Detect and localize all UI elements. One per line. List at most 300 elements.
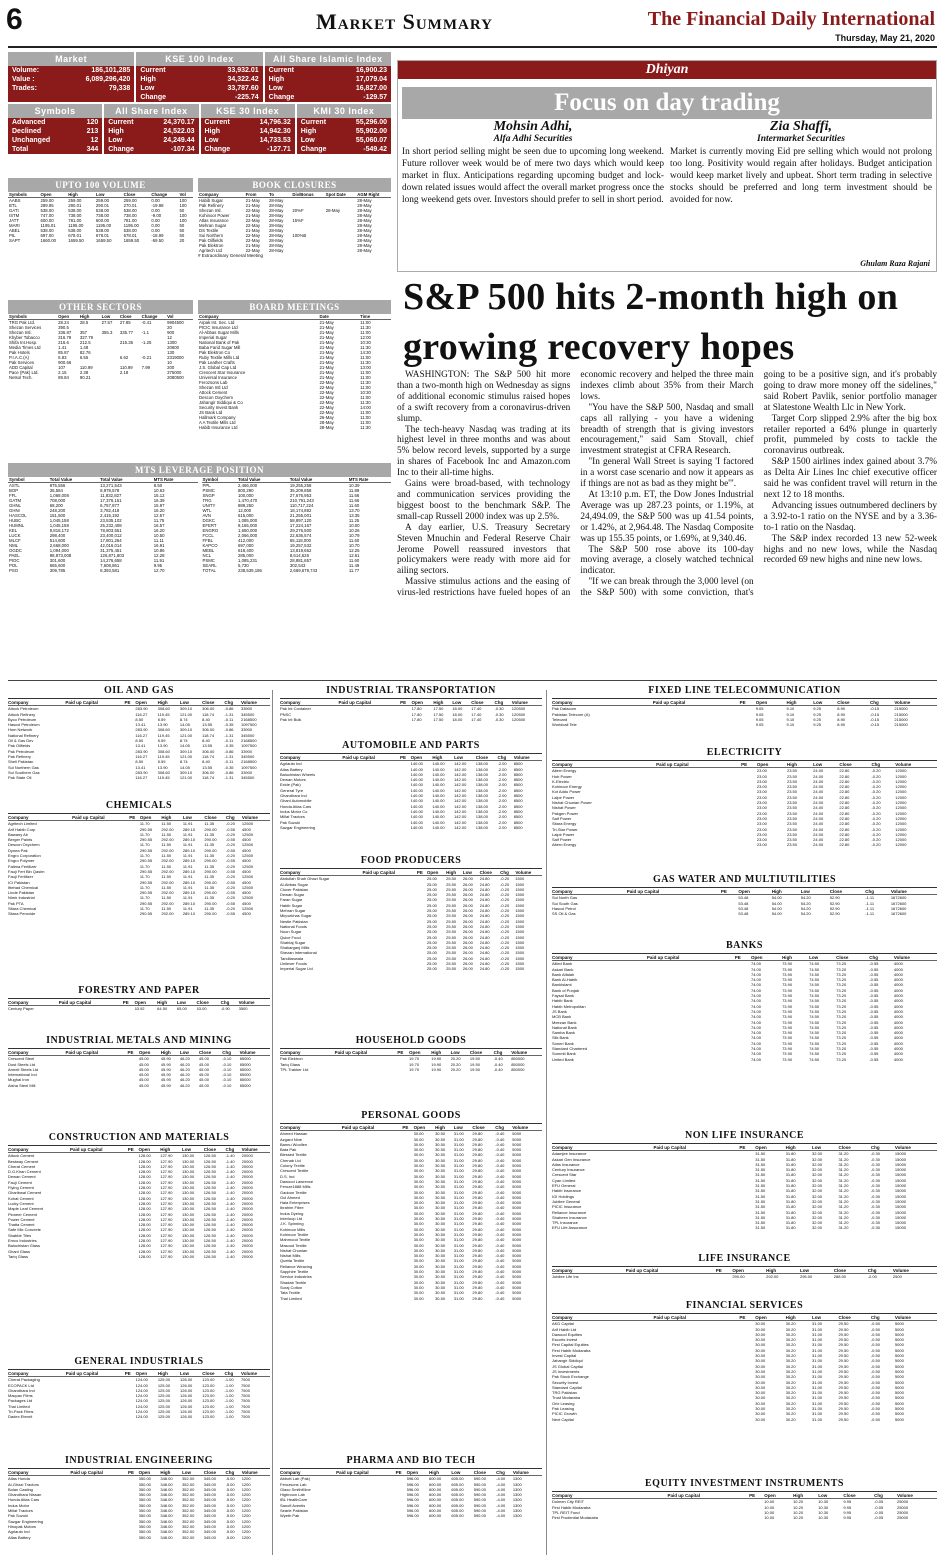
table-cell: PICIC Insurance Ltd	[199, 325, 238, 330]
table-cell	[654, 1225, 740, 1230]
table-cell: 10.00	[764, 1509, 775, 1515]
sector-title: HOUSEHOLD GOODS	[280, 1035, 542, 1049]
company-name: Dewan Motors	[280, 777, 306, 783]
table-cell: 5,730	[238, 563, 249, 568]
table-cell: 30.20	[785, 1326, 796, 1332]
table-cell: 31.20	[838, 1209, 849, 1215]
table-cell: 5000	[894, 1337, 904, 1343]
column-header: Open	[755, 1145, 785, 1151]
table-cell: 31.00	[812, 1347, 823, 1353]
table-cell: -0.40	[495, 1247, 505, 1253]
table-cell: 11:00	[360, 355, 371, 360]
table-cell: -0.20	[500, 908, 510, 914]
table-cell: 4000	[893, 1014, 903, 1020]
table-cell: -0.20	[225, 884, 236, 890]
table-cell: 52.90	[829, 911, 840, 917]
box-label: Unchanged	[12, 137, 51, 144]
table-cell: -0.20	[225, 842, 236, 848]
column-header: Paid up Capital	[336, 1470, 395, 1476]
table-cell: 30.00	[413, 1205, 424, 1211]
table-cell: 355.3	[101, 330, 113, 335]
box-line	[8, 145, 102, 154]
table-cell: 140.00	[410, 803, 423, 809]
table-cell: 292.00	[161, 890, 174, 896]
table-cell: 30.20	[785, 1400, 796, 1406]
table-cell: 289.10	[182, 890, 196, 896]
table-cell: -0.20	[500, 918, 510, 924]
table-cell: 32.00	[812, 1183, 823, 1189]
table-cell: 5000	[512, 1157, 522, 1163]
table-cell: Descon Oxychem	[199, 395, 233, 400]
table-cell: 25.00	[426, 961, 437, 967]
table-cell: 140.00	[432, 777, 445, 783]
column-header: Close	[199, 1050, 222, 1056]
table-cell	[400, 825, 411, 830]
box-line	[136, 75, 262, 84]
table-cell: 352.00	[182, 1518, 195, 1524]
table-cell: 9.25	[813, 722, 821, 728]
table-cell: 1500	[515, 908, 525, 914]
table-cell: 45.00	[138, 1082, 149, 1088]
table-cell: 126.50	[203, 1232, 216, 1238]
table-cell: 20000	[241, 1163, 253, 1169]
table-cell: 31.00	[812, 1400, 823, 1406]
table-cell: 138.00	[475, 808, 488, 814]
company-name: Tandlianwala	[280, 955, 304, 961]
table-cell: 22.80	[839, 789, 850, 795]
table-cell: 32.00	[812, 1161, 823, 1167]
table-cell: 31.00	[453, 1147, 464, 1153]
table-cell: 22.80	[839, 831, 850, 837]
table-cell: 29.80	[472, 1136, 483, 1142]
table-cell: 29.80	[472, 1231, 483, 1237]
company-name: Altern Energy	[552, 842, 577, 848]
table-cell: 128.00	[138, 1169, 151, 1175]
mts-right-table	[202, 477, 392, 573]
table-cell: 1,094,000	[49, 548, 69, 553]
table-cell: 140.00	[410, 766, 423, 772]
table-cell: -0.20	[500, 934, 510, 940]
table-cell: 126.50	[203, 1227, 216, 1233]
column-header: Vol	[178, 192, 193, 198]
dhiyan-byline: Ghulam Raza Rajani	[860, 259, 930, 268]
table-cell: 30.00	[413, 1290, 424, 1296]
table-cell: 31.00	[453, 1163, 464, 1169]
sector-industrial-transportation	[280, 685, 542, 722]
company-name: Suraj Cotton	[280, 1284, 303, 1290]
table-cell: -4.00	[496, 1492, 506, 1498]
company-name: Kohinoor Textile	[280, 1231, 309, 1237]
table-cell: -1.40	[225, 1163, 235, 1169]
table-cell: 25000	[896, 1515, 909, 1521]
table-cell: 23.50	[786, 800, 797, 806]
table-cell: 4000	[893, 961, 903, 967]
table-cell: 1200	[241, 1502, 251, 1508]
column-header: Symbol	[8, 477, 49, 483]
table-cell: 140.00	[410, 761, 423, 767]
table-cell: 25.50	[446, 945, 457, 951]
story-paragraph: Target Corp slipped 2.9% after the big box retailer reported a 64% plunge in quarterly profit, pummeled by costs to tackle the coronavirus outbreak.	[763, 413, 937, 457]
table-cell: 10.50	[153, 533, 165, 538]
table-cell: 5000	[894, 1331, 904, 1337]
table-cell: 18.00	[452, 706, 463, 712]
table-cell: 678.01	[123, 233, 137, 238]
table-cell: 24.80	[479, 923, 490, 929]
company-name: Amreli Steels Ltd	[8, 1066, 39, 1072]
table-cell: -0.20	[225, 906, 236, 912]
table-cell: 11:00	[360, 420, 371, 425]
column-header: From	[245, 192, 268, 198]
table-cell: 31.80	[785, 1188, 796, 1194]
table-cell: 16.39	[153, 498, 165, 503]
table-cell: 21-May	[319, 350, 334, 355]
table-cell: 16.91	[153, 543, 165, 548]
company-name: Nishat Chunian Power	[552, 800, 592, 806]
table-cell: 15000	[894, 1161, 907, 1167]
table-cell: 25.00	[426, 892, 437, 898]
table-cell: 290.55	[139, 879, 153, 885]
table-cell: 350.00	[138, 1476, 151, 1482]
company-name: Atlas Insurance	[552, 1161, 580, 1167]
table-cell	[59, 1006, 123, 1012]
table-cell: 25000	[896, 1504, 909, 1510]
table-cell: 1500	[515, 897, 525, 903]
column-header: High	[161, 1050, 180, 1056]
column-header: Paid up Capital	[656, 762, 741, 768]
table-cell: -0.55	[225, 879, 236, 885]
table-cell: 25.50	[446, 939, 457, 945]
table-cell: 289.10	[182, 858, 196, 864]
table-cell: -4.00	[496, 1502, 506, 1508]
table-cell: Habib Sugar	[199, 198, 223, 203]
company-name: Jahangir Siddiqui	[552, 1358, 583, 1364]
table-cell: 11.70	[139, 906, 150, 912]
table-cell: 10.86	[153, 548, 165, 553]
table-cell: 11.75	[153, 518, 165, 523]
table-cell: -0.20	[500, 913, 510, 919]
table-cell: -1.11	[865, 905, 875, 911]
company-name: Thatta Cement	[8, 1222, 35, 1228]
table-cell: 120500	[511, 711, 526, 717]
table-cell: 28-May	[357, 223, 372, 228]
column-header: Close	[202, 1371, 224, 1377]
column-header: Paid up Capital	[342, 755, 400, 761]
table-cell: 15%F	[292, 218, 304, 223]
sector-title: EQUITY INVESTMENT INSTRUMENTS	[552, 1478, 937, 1492]
table-cell: -0.20	[871, 821, 881, 827]
table-cell: 28-May	[357, 203, 372, 208]
table-cell: 26.00	[462, 876, 473, 882]
table-cell: 33900	[240, 748, 253, 754]
table-cell: -0.40	[495, 1279, 505, 1285]
box-value: 55,060.07	[355, 137, 387, 144]
table-cell: 781.00	[123, 218, 137, 223]
company-name: Bank Alfalah	[552, 971, 575, 977]
table-cell: -0.20	[871, 773, 881, 779]
table-cell: 74.50	[809, 998, 820, 1004]
table-cell: 127.90	[160, 1174, 173, 1180]
table-cell: 130.00	[181, 1227, 195, 1233]
table-cell: 22-May	[319, 410, 334, 415]
section-title: Market Summary	[316, 9, 493, 34]
table-cell: -0.30	[870, 1193, 880, 1199]
table-cell	[396, 1513, 407, 1518]
table-cell: 1659.50	[123, 238, 140, 243]
table-cell: 45.00	[138, 1072, 149, 1078]
table-cell: 13.90	[157, 764, 168, 770]
table-cell: -0.50	[870, 1390, 880, 1396]
table-cell: 33900	[240, 706, 253, 712]
column-header: High	[786, 700, 813, 706]
table-cell: FCCL	[202, 533, 214, 538]
table-cell: -0.55	[225, 826, 236, 832]
table-cell: 126.00	[180, 1403, 193, 1409]
table-cell: 27.85	[119, 320, 131, 325]
table-cell: 23.50	[786, 815, 797, 821]
table-cell: 9.05	[755, 706, 764, 712]
table-cell: 30.20	[785, 1384, 796, 1390]
table-cell: -0.55	[869, 998, 879, 1004]
company-name: Adamjee Insurance	[552, 1151, 587, 1157]
table-cell: 350.00	[138, 1523, 151, 1529]
table-cell: 13.90	[157, 722, 168, 728]
table-cell: 24.00	[813, 778, 824, 784]
table-cell: -0.40	[495, 1178, 505, 1184]
table-cell: 10:30	[360, 390, 371, 395]
company-name: Sazgar Engineering	[280, 824, 316, 830]
table-cell: 4000	[893, 977, 903, 983]
table-cell: 212.5	[79, 340, 91, 345]
column-header: Paid up Capital	[654, 1145, 740, 1151]
table-cell: 126.00	[180, 1377, 193, 1383]
table-cell: 50	[179, 233, 185, 238]
table-cell: 125.00	[157, 1382, 171, 1388]
table-cell: ISTM	[9, 213, 20, 218]
table-cell: 74.00	[750, 982, 761, 988]
table-cell: 5000	[894, 1326, 904, 1332]
column-header: Chg	[498, 755, 514, 761]
table-cell: 11.70	[139, 821, 150, 827]
table-cell: 19.90	[431, 1066, 442, 1072]
table-cell: 25.00	[426, 939, 437, 945]
table-cell: -1.40	[225, 1232, 235, 1238]
table-cell: 126.50	[203, 1206, 216, 1212]
table-cell: -0.40	[495, 1210, 505, 1216]
company-name: Next Capital	[552, 1416, 574, 1422]
table-cell: 7.99	[141, 365, 150, 370]
table-cell: 24.00	[813, 768, 824, 774]
table-cell: 11.66	[348, 498, 360, 503]
table-cell: 74.50	[809, 1024, 820, 1030]
table-cell: 110.99	[119, 365, 133, 370]
table-cell: 11,832,827	[100, 493, 122, 498]
table-cell: 31.00	[453, 1290, 464, 1296]
table-cell: -0.40	[495, 1189, 505, 1195]
table-cell: 74.50	[809, 961, 820, 967]
table-cell: 31.50	[755, 1188, 766, 1194]
table-cell: 306.00	[202, 769, 215, 775]
table-cell: 8500	[513, 782, 523, 788]
table-cell: 25.50	[446, 950, 457, 956]
table-cell: 290.55	[139, 900, 153, 906]
upto100-panel	[8, 178, 193, 243]
table-row	[552, 1057, 937, 1062]
table-cell: 31.00	[453, 1194, 464, 1200]
table-cell: -0.40	[495, 1242, 505, 1248]
table-cell: 747.00	[40, 213, 54, 218]
company-name: D.G.Khan Cement	[8, 1169, 41, 1175]
table-cell: 126.00	[180, 1382, 193, 1388]
sector-construction-and-materials	[8, 1132, 270, 1259]
table-cell: 24.00	[813, 784, 824, 790]
column-header: PE	[128, 1470, 139, 1476]
table-cell: 12500	[241, 853, 254, 859]
table-cell: 12000	[895, 831, 907, 837]
upto100-table	[8, 192, 193, 243]
box-value: 33,787.60	[227, 85, 259, 92]
table-cell: -0.41	[141, 320, 152, 325]
column-header: High	[67, 192, 95, 198]
table-cell: 142.00	[454, 798, 467, 804]
company-name: Nishat Chunian	[280, 1247, 308, 1253]
table-cell	[716, 1274, 733, 1280]
table-cell: 73.20	[836, 977, 847, 983]
table-cell: 31.50	[755, 1172, 766, 1178]
story-paragraph: A day earlier, U.S. Treasury Secretary Steven Mnuchin and Federal Reserve Chair Jerome Powell reassured investors that policymakers were ready with more aid for ailing sectors.	[397, 522, 571, 577]
column-header: Low	[183, 815, 205, 821]
box-value: 55,902.00	[355, 128, 387, 135]
table-cell: 28.24	[58, 320, 69, 325]
table-cell: 327.79	[79, 335, 93, 340]
table-cell: 25.00	[426, 934, 437, 940]
table-cell: 605.00	[451, 1492, 464, 1498]
table-cell: PIL	[9, 233, 16, 238]
table-cell: 52.90	[829, 895, 840, 901]
column-header: High	[433, 700, 452, 706]
column-header: Low	[101, 314, 119, 320]
table-cell: 90.21	[79, 375, 91, 380]
company-name: Invest Capital	[552, 1353, 577, 1359]
table-cell: 25000	[896, 1509, 909, 1515]
table-cell: Imperial Sugar	[199, 335, 227, 340]
table-cell: -0.50	[870, 1374, 880, 1380]
table-cell: 73.90	[782, 987, 793, 993]
table-cell: 15000	[894, 1183, 907, 1189]
table-cell: Mehran Sugar	[199, 223, 227, 228]
table-cell: 9.25	[813, 711, 821, 717]
table-cell: 345.00	[203, 1486, 216, 1492]
table-cell: 31.20	[838, 1198, 849, 1204]
table-cell: 25.00	[426, 955, 437, 961]
table-cell: 130.00	[181, 1174, 195, 1180]
table-row	[280, 966, 542, 971]
table-row	[8, 775, 270, 780]
company-name: TPL Trakker Ltd	[280, 1066, 309, 1072]
table-cell: -0.55	[869, 1030, 879, 1036]
table-cell: 31.20	[838, 1183, 849, 1189]
table-cell: 1300	[512, 1486, 522, 1492]
table-cell: 12000	[895, 837, 907, 843]
table-cell: PSMC	[202, 488, 215, 493]
table-cell: 28-May	[269, 218, 284, 223]
table-cell: 30.00	[755, 1406, 766, 1412]
column-header: Volume	[897, 1493, 937, 1499]
table-cell: 119.45	[157, 753, 170, 759]
column-header: Open	[755, 1315, 785, 1321]
table-cell: 600.00	[428, 1486, 442, 1492]
table-cell	[119, 375, 141, 380]
table-cell: 345.00	[203, 1508, 216, 1514]
company-name: Shaheen Insurance	[552, 1214, 587, 1220]
table-cell: 30.00	[413, 1247, 424, 1253]
table-cell: 289.10	[182, 847, 196, 853]
table-cell: 46.20	[179, 1056, 190, 1062]
table-cell: -0.55	[225, 847, 236, 853]
box-value: 186,101,285	[91, 67, 131, 74]
table-cell: -0.30	[870, 1198, 880, 1204]
company-name: Kot Addu Power	[552, 789, 581, 795]
table-cell: 24.00	[813, 831, 824, 837]
column-header: Volume	[895, 1145, 937, 1151]
table-row	[552, 722, 937, 727]
column-header: Open	[751, 955, 782, 961]
box-value: 344	[86, 146, 99, 153]
column-header: Low	[451, 1050, 470, 1056]
column-header: High	[160, 1470, 182, 1476]
table-cell: 352.00	[182, 1476, 195, 1482]
table-cell: -0.55	[225, 837, 236, 843]
table-cell: 74.50	[809, 971, 820, 977]
table-cell: 2,066,000	[238, 533, 258, 538]
table-cell: 4500	[241, 868, 251, 874]
table-cell: 596.00	[406, 1481, 419, 1487]
table-cell: -0.55	[869, 1051, 879, 1057]
column-header: Company	[8, 815, 72, 821]
box-value: 17,079.04	[355, 76, 387, 83]
table-cell	[127, 1083, 138, 1088]
table-cell: 23,400,012	[100, 533, 122, 538]
table-cell: 31.20	[838, 1167, 849, 1173]
story-paragraph: "In general Wall Street is saying 'I factored in a worst case scenario and now it appears as if things are not as bad as they might be'".	[580, 457, 754, 490]
table-cell: 22.80	[839, 815, 850, 821]
table-cell: 309.10	[179, 748, 193, 754]
table-cell: -1.11	[865, 900, 875, 906]
table-cell: -0.55	[869, 1035, 879, 1041]
table-cell: 73.20	[836, 998, 847, 1004]
company-name: Fauji Fert Bin Qasim	[8, 868, 45, 874]
table-cell: 11.49	[348, 563, 360, 568]
table-cell: 30.00	[755, 1416, 766, 1422]
company-name: Maple Leaf Cement	[8, 1206, 43, 1212]
table-cell: 29.80	[472, 1247, 483, 1253]
table-cell: 11:00	[360, 375, 371, 380]
table-cell: 23.50	[786, 805, 797, 811]
table-cell: 140.00	[432, 814, 445, 820]
table-cell: 13.55	[202, 743, 213, 749]
table-cell: 345500	[240, 775, 255, 781]
company-name: Pak Petroleum	[8, 748, 35, 754]
table-cell: 31.00	[453, 1269, 464, 1275]
box-value: -107.34	[170, 146, 195, 153]
table-cell: 13.90	[157, 743, 168, 749]
column-header: Open	[427, 870, 446, 876]
table-cell: 32.00	[812, 1188, 823, 1194]
table-cell: 14.05	[179, 764, 190, 770]
company-name: Indus Dyeing	[280, 1210, 304, 1216]
market-box	[8, 52, 134, 102]
sector-forestry-and-paper	[8, 985, 270, 1012]
table-cell: National Bank of Pak	[199, 340, 240, 345]
